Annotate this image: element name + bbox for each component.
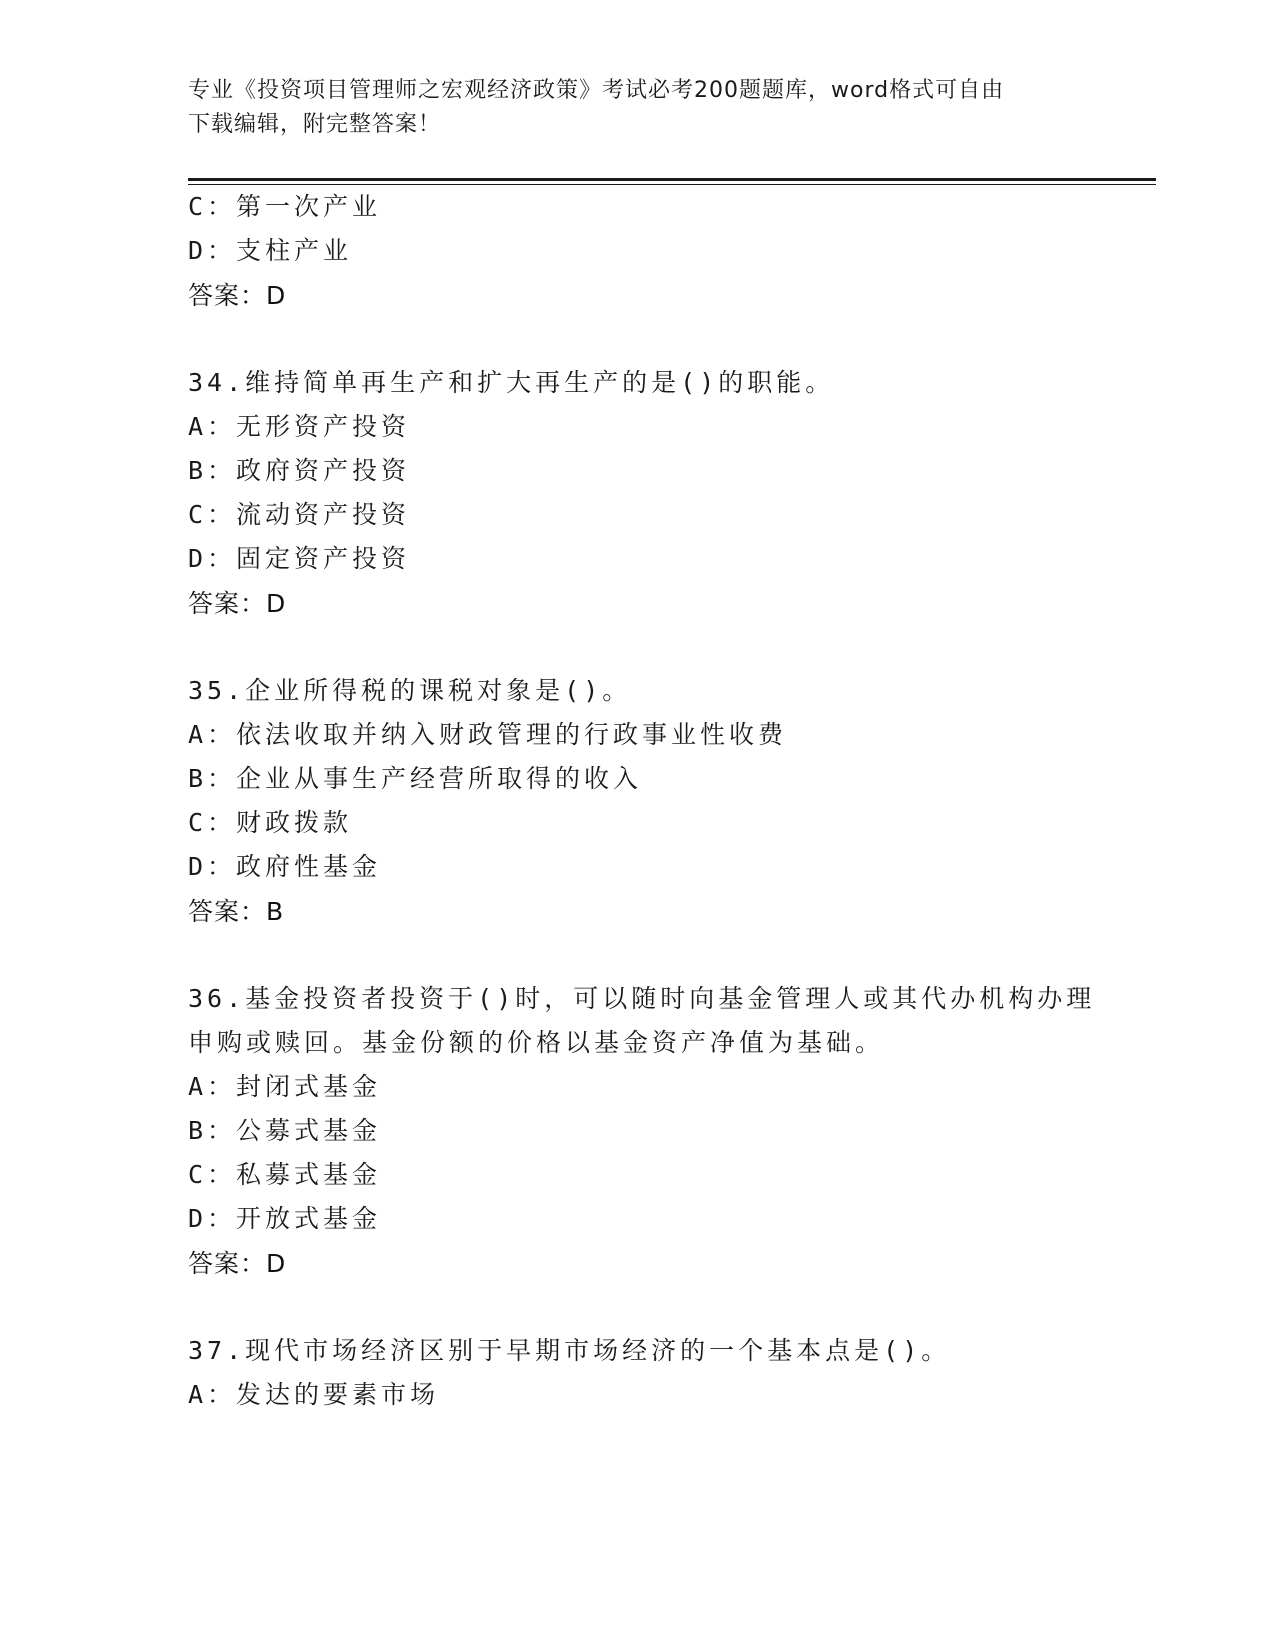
q35-answer: 答案：B: [188, 897, 285, 926]
q34-option-b: B：政府资产投资: [188, 456, 411, 485]
q35-option-a: A：依法收取并纳入财政管理的行政事业性收费: [188, 720, 788, 749]
q34-option-d: D：固定资产投资: [188, 544, 411, 573]
q35-option-c: C：财政拨款: [188, 808, 353, 837]
q36-question-line-2: 申购或赎回。基金份额的价格以基金资产净值为基础。: [188, 1028, 885, 1057]
q33-answer: 答案：D: [188, 281, 287, 310]
q35-option-d: D：政府性基金: [188, 852, 382, 881]
q36-option-c: C：私募式基金: [188, 1160, 382, 1189]
q33-option-c: C：第一次产业: [188, 192, 382, 221]
q36-option-d: D：开放式基金: [188, 1204, 382, 1233]
q37-option-a: A：发达的要素市场: [188, 1380, 440, 1409]
q36-option-a: A：封闭式基金: [188, 1072, 382, 1101]
q35-question: 35.企业所得税的课税对象是()。: [188, 676, 632, 705]
q34-option-c: C：流动资产投资: [188, 500, 411, 529]
q33-option-d: D：支柱产业: [188, 236, 353, 265]
q36-option-b: B：公募式基金: [188, 1116, 382, 1145]
header-line-1: 专业《投资项目管理师之宏观经济政策》考试必考200题题库，word格式可自由: [188, 78, 1005, 103]
q35-option-b: B：企业从事生产经营所取得的收入: [188, 764, 643, 793]
q34-answer: 答案：D: [188, 589, 287, 618]
q36-answer: 答案：D: [188, 1249, 287, 1278]
q37-question: 37.现代市场经济区别于早期市场经济的一个基本点是()。: [188, 1336, 951, 1365]
header-divider-thin: [188, 184, 1156, 185]
header-line-2: 下载编辑，附完整答案！: [188, 112, 442, 137]
q34-option-a: A：无形资产投资: [188, 412, 411, 441]
q36-question-line-1: 36.基金投资者投资于()时，可以随时向基金管理人或其代办机构办理: [188, 984, 1096, 1013]
q34-question: 34.维持简单再生产和扩大再生产的是()的职能。: [188, 368, 835, 397]
header-divider-thick: [188, 178, 1156, 181]
document-header: [188, 74, 1068, 142]
